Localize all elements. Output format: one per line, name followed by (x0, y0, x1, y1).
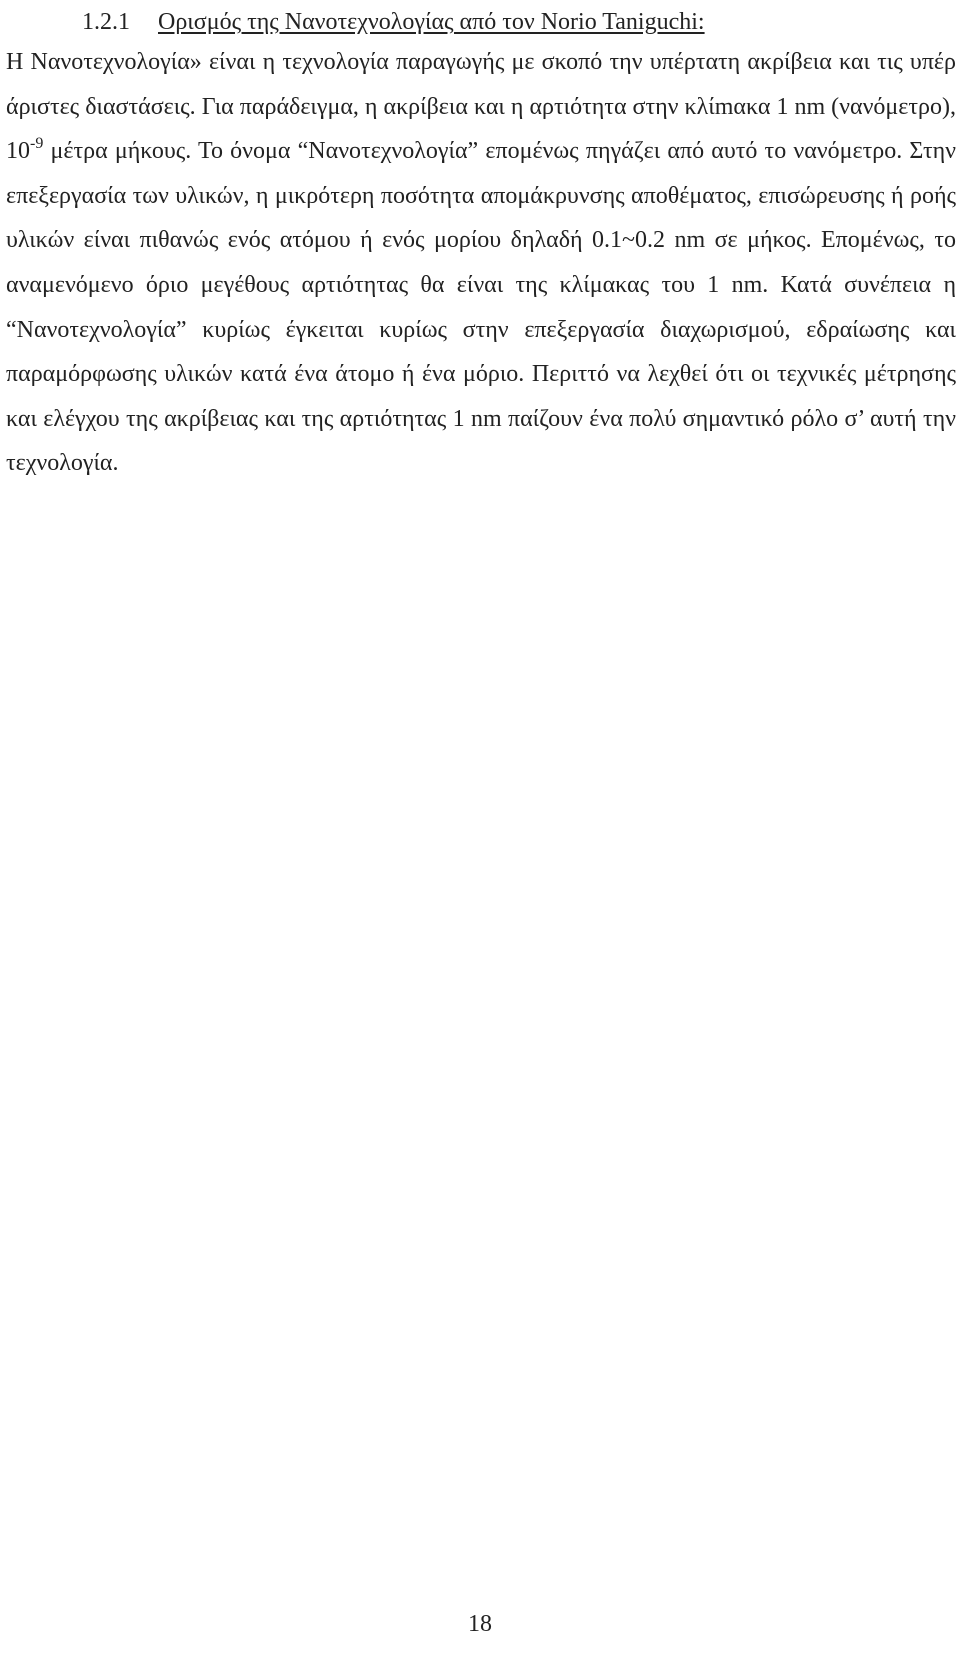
section-heading (82, 4, 705, 40)
page-number: 18 (468, 1611, 492, 1637)
body-paragraph (6, 40, 956, 486)
paragraph-text-rest: μέτρα μήκους. Το όνομα “Νανοτεχνολογία” επομένως πηγάζει από αυτό το νανόμετρο. Στην επεξεργασία των υλικών, η μικρότερη ποσότητα απομάκρυνσης αποθέματος, επισώρευσης ή ροής υλικών είναι πιθανώς ενός ατόμου ή ενός μορίου δηλαδή 0.1~0.2 nm σε μήκος. Επομένως, το αναμενόμενο όριο μεγέθους αρτιότητας θα είναι της κλίμακας του 1 nm. Κατά συνέπεια η “Νανοτεχνολογία” κυρίως έγκειται κυρίως στην επεξεργασία διαχωρισμού, εδραίωσης και παραμόρφωσης υλικών κατά ένα άτομο ή ένα μόριο. Περιττό να λεχθεί ότι οι τεχνικές μέτρησης και ελέγχου της ακρίβειας και της αρτιότητας 1 nm παίζουν ένα πολύ σημαντικό ρόλο σ’ αυτή την τεχνολογία. (6, 138, 956, 477)
section-number: 1.2.1 (82, 9, 130, 35)
paragraph-text-start: Η Νανοτεχνολογία» είναι η τεχνολογία παραγωγής με σκοπό την υπέρτατη ακρίβεια και τις υπέρ άριστες διαστάσεις. Για παράδειγμα, η ακρίβεια και η αρτιότητα στην κλίmακα 1 nm (νανόμετρο), 10 (6, 49, 956, 165)
section-title: Ορισμός της Νανοτεχνολογίας από τον Norio Taniguchi: (158, 9, 705, 35)
exponent: -9 (30, 135, 44, 153)
